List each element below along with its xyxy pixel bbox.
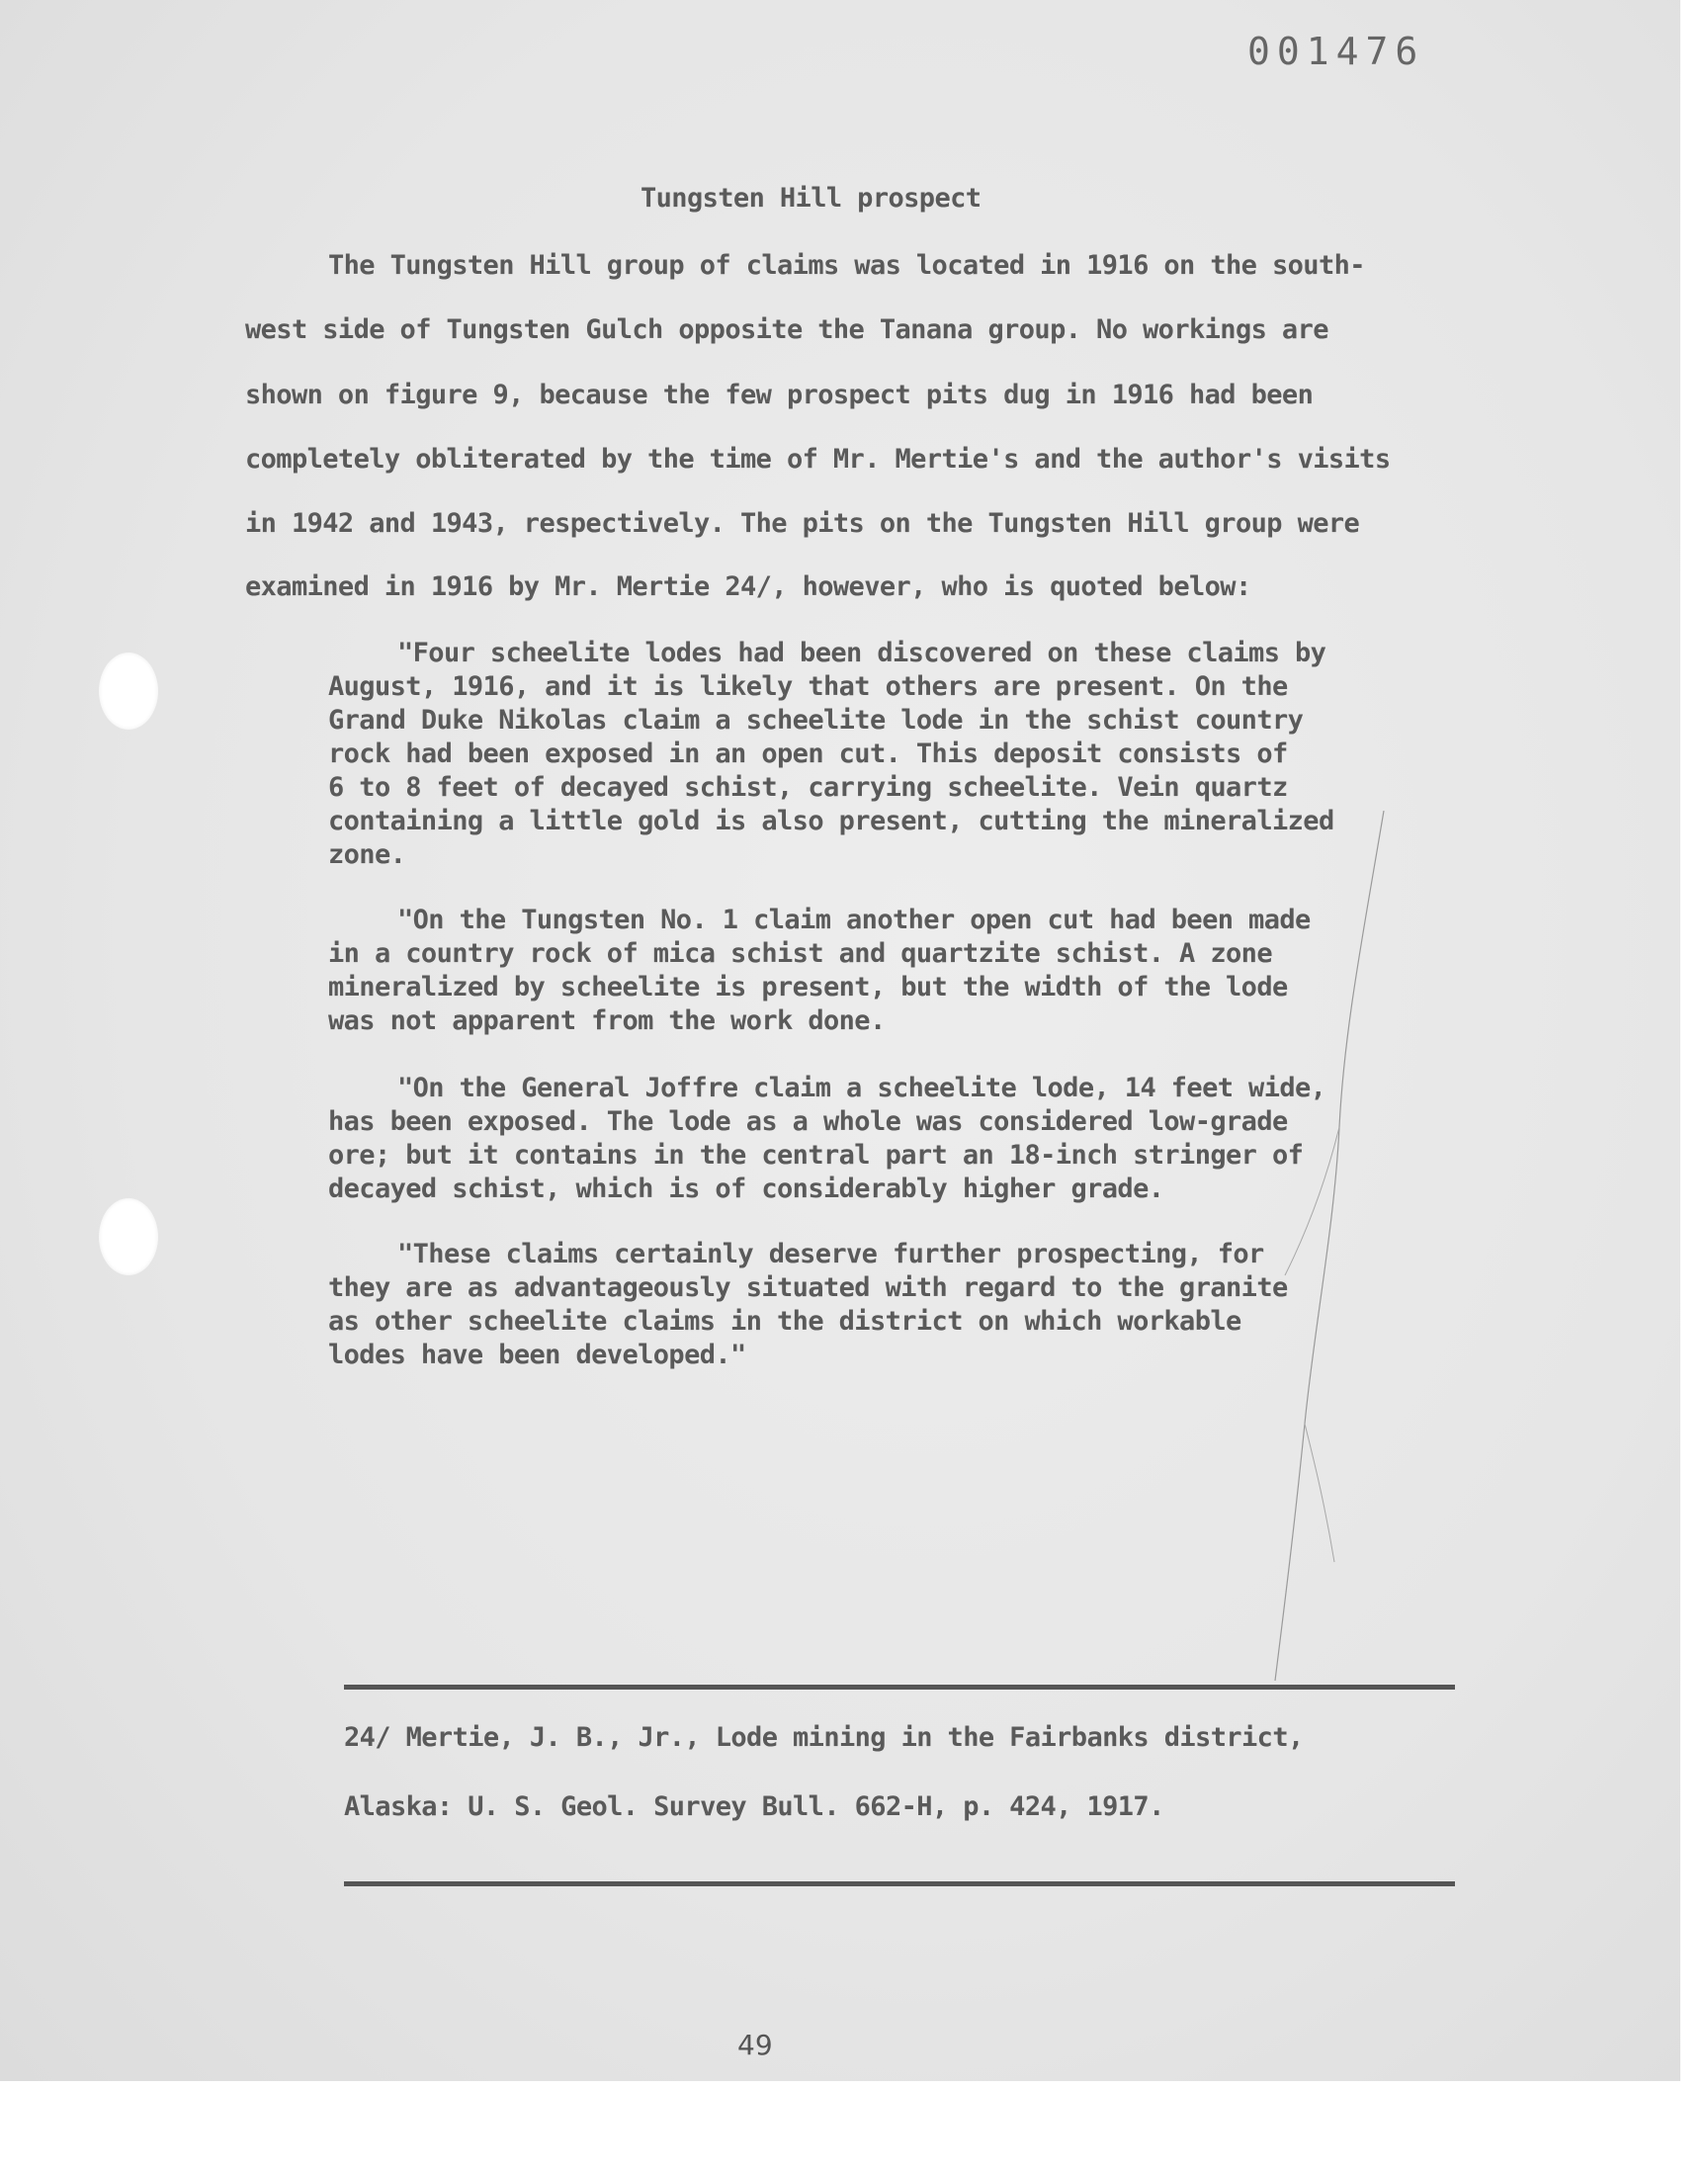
quote-line: "Four scheelite lodes had been discovered on these claims by	[397, 638, 1326, 668]
quote-line: in a country rock of mica schist and quartzite schist. A zone	[328, 938, 1272, 969]
footnote-line: 24/ Mertie, J. B., Jr., Lode mining in the Fairbanks district,	[344, 1722, 1304, 1753]
quote-line: has been exposed. The lode as a whole was considered low-grade	[328, 1106, 1288, 1137]
page-number: 49	[737, 2029, 773, 2061]
quote-line: zone.	[328, 839, 406, 870]
quote-line: was not apparent from the work done.	[328, 1005, 886, 1036]
quote-line: ore; but it contains in the central part an 18-inch stringer of	[328, 1140, 1304, 1171]
punch-hole-bottom	[99, 1198, 158, 1275]
body-line: west side of Tungsten Gulch opposite the Tanana group. No workings are	[245, 314, 1328, 345]
page-heading: Tungsten Hill prospect	[640, 183, 982, 214]
quote-line: Grand Duke Nikolas claim a scheelite lode in the schist country	[328, 705, 1304, 736]
quote-line: August, 1916, and it is likely that others are present. On the	[328, 671, 1288, 702]
paper-crack-mark	[1245, 811, 1404, 1681]
quote-line: 6 to 8 feet of decayed schist, carrying scheelite. Vein quartz	[328, 772, 1288, 803]
body-line: completely obliterated by the time of Mr. Mertie's and the author's visits	[245, 444, 1391, 475]
quote-line: "On the Tungsten No. 1 claim another open cut had been made	[397, 905, 1311, 935]
quote-line: mineralized by scheelite is present, but the width of the lode	[328, 972, 1288, 1002]
quote-line: rock had been exposed in an open cut. This deposit consists of	[328, 739, 1288, 769]
document-number: 001476	[1247, 30, 1425, 73]
body-line: in 1942 and 1943, respectively. The pits on the Tungsten Hill group were	[245, 508, 1360, 539]
footnote-rule-bottom	[344, 1881, 1455, 1886]
body-line: The Tungsten Hill group of claims was located in 1916 on the south-	[328, 250, 1365, 281]
quote-line: decayed schist, which is of considerably higher grade.	[328, 1174, 1164, 1204]
quote-line: "These claims certainly deserve further prospecting, for	[397, 1239, 1264, 1269]
punch-hole-top	[99, 652, 158, 730]
footnote-line: Alaska: U. S. Geol. Survey Bull. 662-H, p. 424, 1917.	[344, 1791, 1164, 1822]
quote-line: containing a little gold is also present, cutting the mineralized	[328, 806, 1334, 836]
quote-line: "On the General Joffre claim a scheelite lode, 14 feet wide,	[397, 1073, 1326, 1103]
quote-line: as other scheelite claims in the district on which workable	[328, 1306, 1241, 1337]
quote-line: they are as advantageously situated with regard to the granite	[328, 1272, 1288, 1303]
body-line: examined in 1916 by Mr. Mertie 24/, however, who is quoted below:	[245, 571, 1251, 602]
footnote-rule-top	[344, 1685, 1455, 1690]
quote-line: lodes have been developed."	[328, 1340, 746, 1370]
body-line: shown on figure 9, because the few prospect pits dug in 1916 had been	[245, 380, 1314, 410]
